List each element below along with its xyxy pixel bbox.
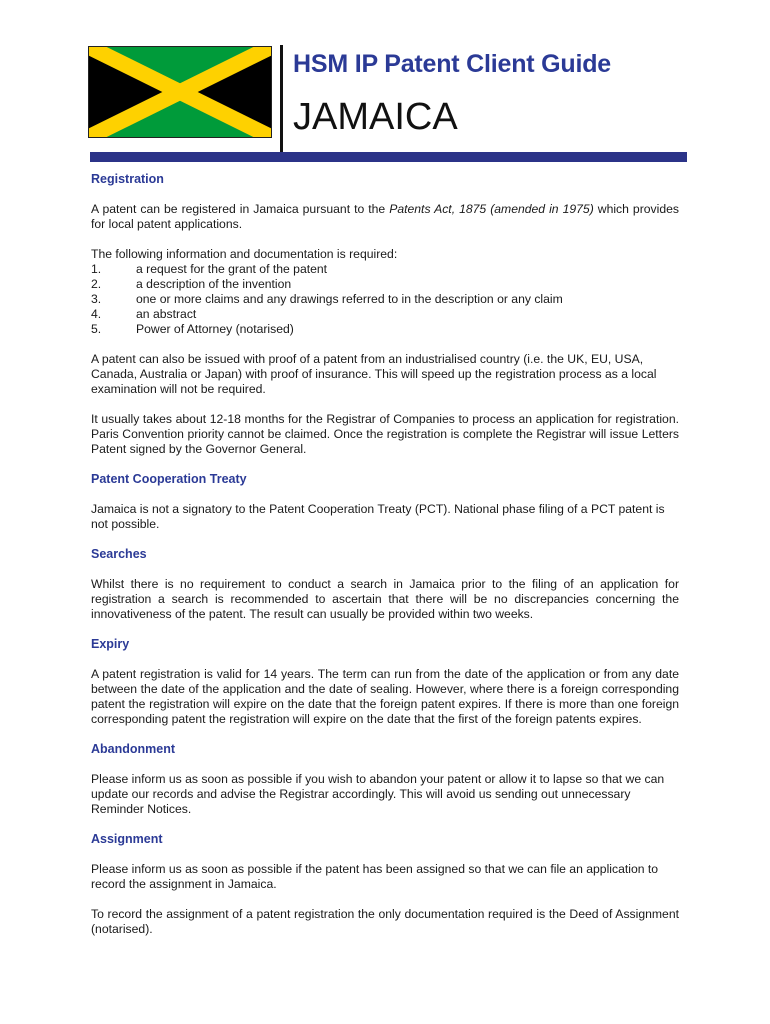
- list-item: [91, 277, 679, 292]
- list-item-number: 5.: [91, 322, 102, 336]
- jamaica-flag-icon: [88, 46, 272, 138]
- registration-paragraph-timing: It usually takes about 12-18 months for the Registrar of Companies to process an application for registration. Paris Convention priority cannot be claimed. Once the registration is complete the Registrar will issue Letters Patent signed by the Governor General.: [91, 412, 679, 456]
- country-name: JAMAICA: [293, 96, 458, 138]
- list-item-text: one or more claims and any drawings referred to in the description or any claim: [136, 292, 563, 306]
- expiry-paragraph: A patent registration is valid for 14 years. The term can run from the date of the application or from any date between the date of the application and the date of sealing. However, where there is a foreign corresponding patent the registration will expire on the date that the foreign patent expires. If there is more than one foreign corresponding patent the registration will expire on the date that the first of the foreign patents expires.: [91, 667, 679, 726]
- assignment-heading: Assignment: [91, 832, 163, 846]
- list-item-text: a request for the grant of the patent: [136, 262, 328, 276]
- pct-heading: Patent Cooperation Treaty: [91, 472, 247, 486]
- list-item: [91, 307, 679, 322]
- document-body: [91, 172, 679, 952]
- list-item-number: 1.: [91, 262, 102, 276]
- abandonment-heading: Abandonment: [91, 742, 176, 756]
- patents-act-reference: Patents Act, 1875 (amended in 1975): [389, 202, 594, 216]
- registration-heading: Registration: [91, 172, 164, 186]
- documents-list-intro: The following information and documentation is required:: [91, 247, 398, 261]
- header-rule: [90, 152, 687, 162]
- documents-list: [91, 262, 679, 337]
- list-item-number: 2.: [91, 277, 102, 291]
- list-item-text: an abstract: [136, 307, 197, 321]
- abandonment-paragraph: Please inform us as soon as possible if you wish to abandon your patent or allow it to lapse so that we can update our records and advise the Registrar accordingly. This will avoid us sending out unnecessary Reminder Notices.: [91, 772, 665, 816]
- pct-paragraph: Jamaica is not a signatory to the Patent Cooperation Treaty (PCT). National phase filing of a PCT patent is not possible.: [91, 502, 665, 531]
- registration-paragraph-proof: A patent can also be issued with proof of a patent from an industrialised country (i.e. the UK, EU, USA, Canada, Australia or Japan) with proof of insurance. This will speed up the registration process as a local examination will not be required.: [91, 352, 657, 396]
- expiry-heading: Expiry: [91, 637, 130, 651]
- registration-intro-post: which provides for local patent applications.: [91, 202, 680, 231]
- list-item: [91, 262, 679, 277]
- guide-title: HSM IP Patent Client Guide: [293, 50, 611, 78]
- list-item: [91, 292, 679, 307]
- assignment-paragraph-deed: To record the assignment of a patent registration the only documentation required is the Deed of Assignment (notarised).: [91, 907, 679, 936]
- list-item-number: 4.: [91, 307, 102, 321]
- searches-paragraph: Whilst there is no requirement to conduct a search in Jamaica prior to the filing of an application for registration a search is recommended to ascertain that there will be no discrepancies concerning the innovativeness of the patent. The result can usually be provided within two weeks.: [91, 577, 679, 621]
- registration-intro-pre: A patent can be registered in Jamaica pursuant to the: [91, 202, 390, 216]
- list-item-text: Power of Attorney (notarised): [136, 322, 294, 336]
- registration-intro: [91, 202, 679, 232]
- list-item-text: a description of the invention: [136, 277, 292, 291]
- header-divider: [280, 45, 283, 152]
- searches-heading: Searches: [91, 547, 147, 561]
- list-item: [91, 322, 679, 337]
- assignment-paragraph-inform: Please inform us as soon as possible if the patent has been assigned so that we can file an application to record the assignment in Jamaica.: [91, 862, 659, 891]
- list-item-number: 3.: [91, 292, 102, 306]
